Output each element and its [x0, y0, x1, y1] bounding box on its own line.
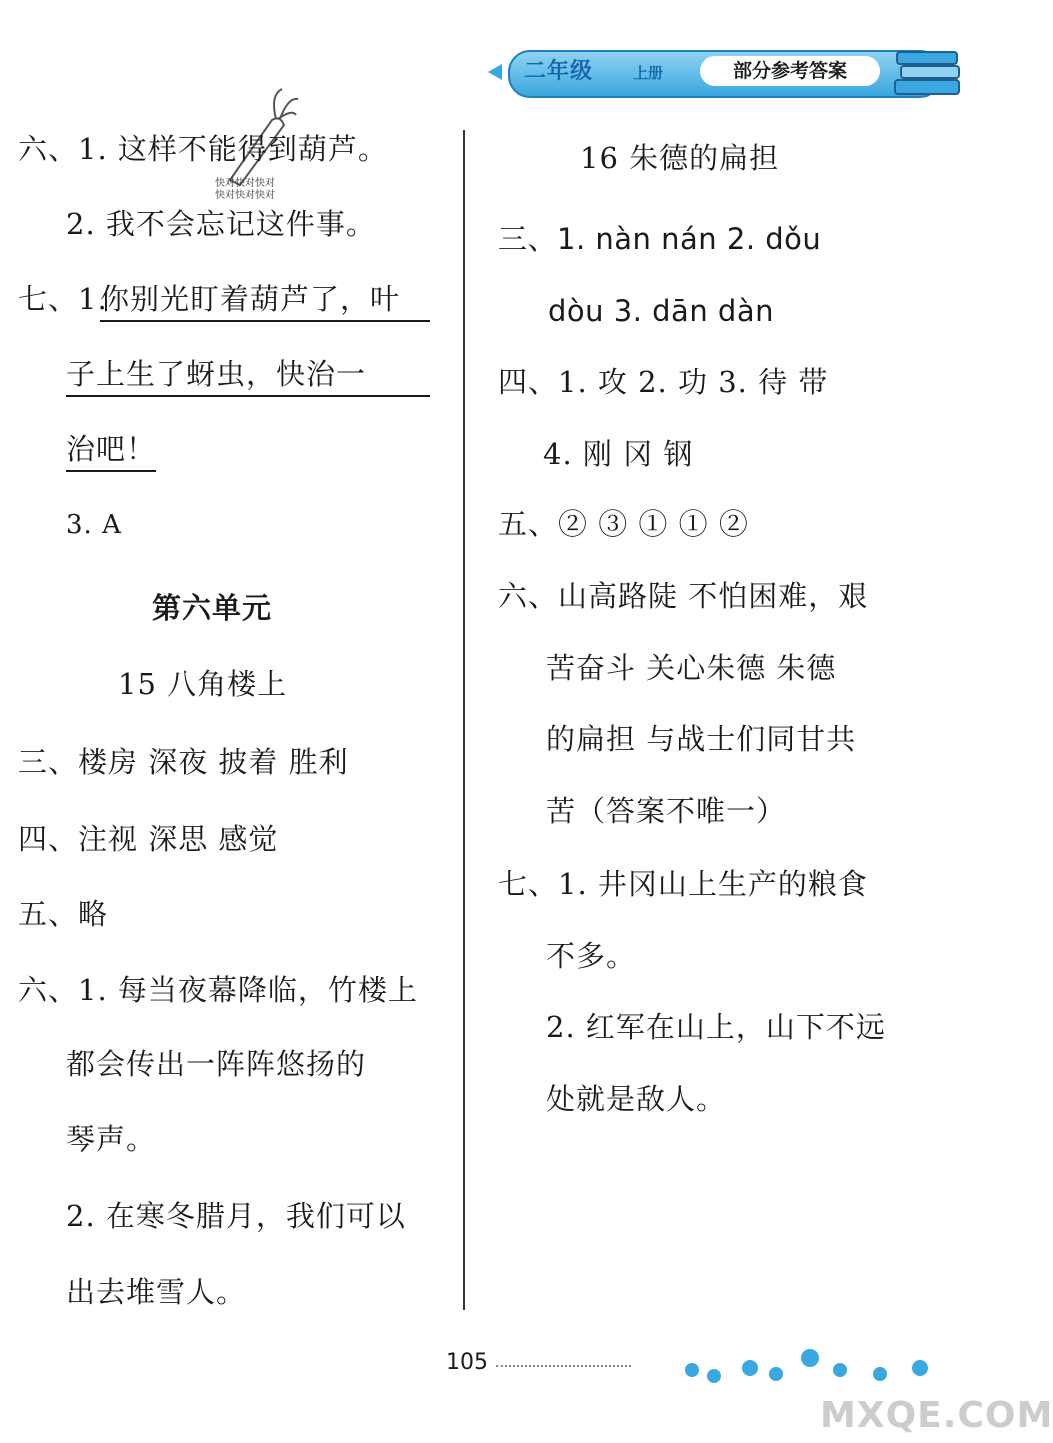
dotted-leader: [496, 1365, 631, 1367]
lesson-title: 16 朱德的扁担: [580, 141, 780, 175]
answer-line: 五、② ③ ① ① ②: [498, 507, 749, 541]
answer-line: 六、山高路陡 不怕困难，艰: [498, 579, 869, 613]
underlined-answer: 你别光盯着葫芦了，叶: [100, 285, 430, 322]
grade-label: 二年级: [524, 59, 594, 84]
volume-label: 上册: [633, 64, 664, 82]
carrot-caption-1: 快对快对快对: [215, 178, 275, 189]
answer-line: 不多。: [546, 939, 637, 973]
answer-line: 六、1. 每当夜幕降临，竹楼上: [18, 973, 418, 1007]
answer-line: 4. 刚 冈 钢: [543, 437, 694, 471]
lesson-title: 15 八角楼上: [118, 667, 288, 701]
answer-line: 苦奋斗 关心朱德 朱德: [546, 651, 837, 685]
answer-line: 3. A: [66, 510, 122, 540]
answer-line: 六、1. 这样不能得到葫芦。: [18, 132, 388, 166]
answer-line: 苦（答案不唯一）: [546, 794, 787, 828]
watermark: MXQE.COM: [820, 1395, 1053, 1436]
answer-line: 七、1.: [18, 282, 108, 316]
books-icon: [893, 46, 963, 102]
answer-line: 四、1. 攻 2. 功 3. 待 带: [498, 365, 829, 399]
answer-line: 三、1. nàn nán 2. dǒu: [498, 222, 822, 256]
underlined-answer: 治吧！: [66, 435, 156, 472]
carrot-caption-2: 快对快对快对: [215, 190, 275, 201]
answer-line: 五、略: [18, 897, 109, 931]
answer-line: 2. 我不会忘记这件事。: [66, 207, 376, 241]
unit-title: 第六单元: [152, 591, 273, 625]
answer-line: 四、注视 深思 感觉: [18, 822, 279, 856]
banner-arrow-icon: [488, 64, 502, 80]
answer-line: 琴声。: [66, 1122, 157, 1156]
answer-line: 都会传出一阵阵悠扬的: [66, 1047, 367, 1081]
underlined-answer: 子上生了蚜虫，快治一: [66, 360, 430, 397]
answer-line: 出去堆雪人。: [66, 1275, 247, 1309]
column-divider: [463, 130, 465, 1310]
answer-line: dòu 3. dān dàn: [548, 294, 774, 328]
page-number: 105: [446, 1350, 488, 1375]
answer-line: 2. 在寒冬腊月，我们可以: [66, 1199, 406, 1233]
answer-line: 2. 红军在山上，山下不远: [546, 1010, 886, 1044]
answer-line: 的扁担 与战士们同甘共: [546, 722, 857, 756]
stars-icon: [680, 1340, 980, 1400]
answer-line: 七、1. 井冈山上生产的粮食: [498, 867, 868, 901]
answer-line: 三、楼房 深夜 披着 胜利: [18, 745, 349, 779]
answer-line: 处就是敌人。: [546, 1082, 727, 1116]
header-banner: [488, 40, 963, 108]
section-title: 部分参考答案: [700, 56, 880, 86]
